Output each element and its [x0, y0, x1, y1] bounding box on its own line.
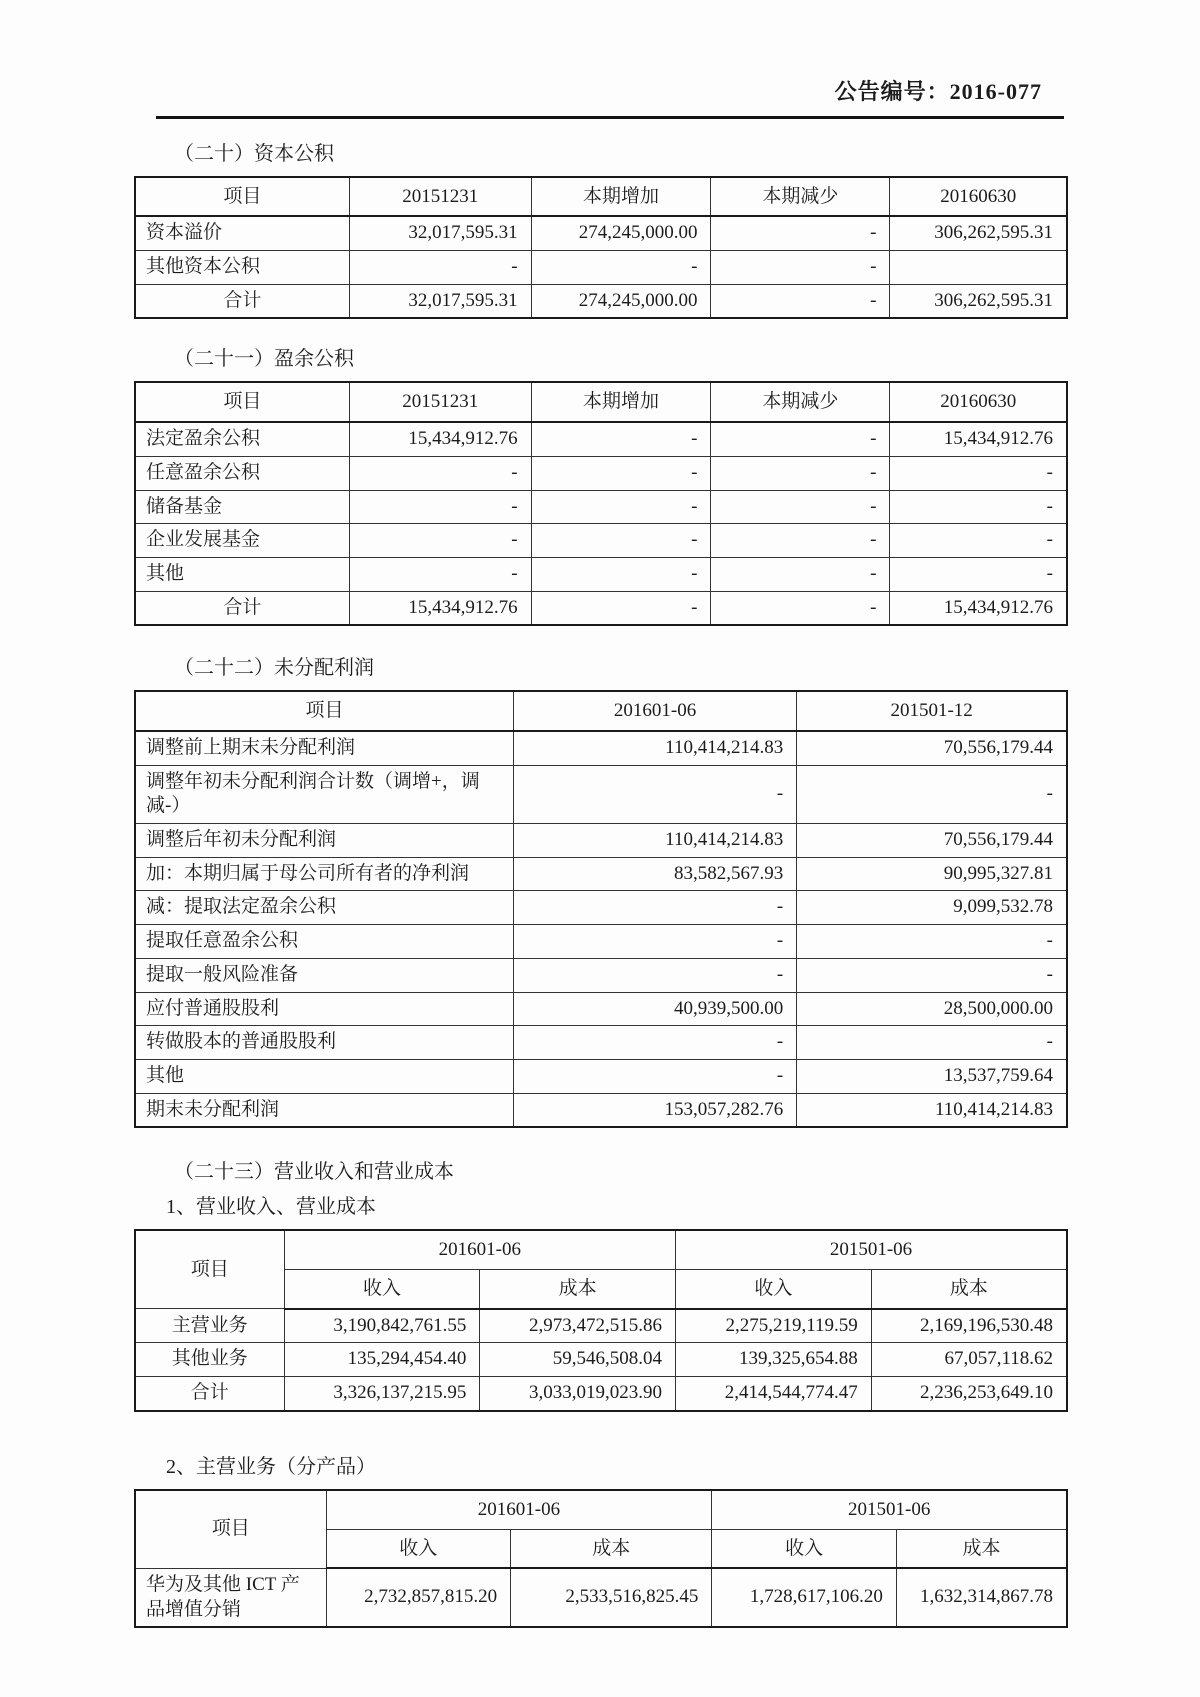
row-label: 提取任意盈余公积: [135, 925, 513, 959]
cell-value: 139,325,654.88: [676, 1343, 872, 1377]
cell-value: -: [890, 456, 1067, 490]
table-row: [135, 1343, 1067, 1377]
section-undistributed-profit: [134, 655, 1068, 1128]
section-capital-reserve: [134, 141, 1068, 320]
cell-value: 1,728,617,106.20: [712, 1568, 897, 1627]
row-label: 储备基金: [135, 490, 349, 524]
cell-value: -: [711, 557, 890, 591]
cell-value: -: [349, 524, 531, 558]
section-title-undistributed-profit: （二十二）未分配利润: [174, 657, 374, 680]
header-row: [135, 177, 1067, 217]
column-header: 项目: [135, 691, 513, 731]
column-header: 20160630: [890, 382, 1067, 422]
cell-value: -: [711, 216, 890, 250]
row-label: 资本溢价: [135, 216, 349, 250]
column-header: 成本: [480, 1270, 676, 1309]
cell-value: 83,582,567.93: [513, 857, 796, 891]
table-row: [135, 456, 1067, 490]
column-header: 收入: [326, 1529, 511, 1568]
section-title-surplus-reserve: （二十一）盈余公积: [174, 348, 354, 371]
row-label: 其他: [135, 1059, 513, 1093]
cell-value: -: [513, 765, 796, 823]
table-row: [135, 216, 1067, 250]
cell-value: 90,995,327.81: [797, 857, 1067, 891]
cell-value: 110,414,214.83: [797, 1093, 1067, 1127]
doc-number: 公告编号：2016-077: [834, 79, 1042, 104]
row-label: 企业发展基金: [135, 524, 349, 558]
cell-value: 3,190,842,761.55: [284, 1309, 480, 1343]
cell-value: -: [890, 490, 1067, 524]
cell-value: -: [531, 490, 711, 524]
cell-value: -: [531, 251, 711, 285]
column-header: 本期增加: [531, 382, 711, 422]
cell-value: -: [513, 891, 796, 925]
section-title-revenue-cost: （二十三）营业收入和营业成本: [174, 1161, 454, 1184]
row-label: 调整年初未分配利润合计数（调增+，调减-）: [135, 765, 513, 823]
row-label: 转做股本的普通股股利: [135, 1026, 513, 1060]
column-header: 20151231: [349, 382, 531, 422]
cell-value: -: [797, 1026, 1067, 1060]
cell-value: 15,434,912.76: [890, 422, 1067, 456]
cell-value: 274,245,000.00: [531, 284, 711, 318]
section-title-capital-reserve: （二十）资本公积: [174, 142, 334, 165]
header-row: [135, 382, 1067, 422]
cell-value: -: [349, 490, 531, 524]
row-label: 合计: [135, 1377, 284, 1411]
cell-value: 2,414,544,774.47: [676, 1377, 872, 1411]
table-row: [135, 1377, 1067, 1411]
column-header: 成本: [896, 1529, 1067, 1568]
table-row: [135, 765, 1067, 823]
cell-value: 32,017,595.31: [349, 284, 531, 318]
cell-value: -: [531, 422, 711, 456]
cell-value: -: [711, 422, 890, 456]
cell-value: 2,732,857,815.20: [326, 1568, 511, 1627]
cell-value: -: [711, 251, 890, 285]
table-row: [135, 1568, 1067, 1627]
column-header: 本期减少: [711, 382, 890, 422]
section-surplus-reserve: [134, 346, 1068, 626]
table-row: [135, 958, 1067, 992]
group-header: 201601-06: [284, 1230, 675, 1269]
cell-value: -: [797, 958, 1067, 992]
row-label: 其他: [135, 557, 349, 591]
capital-reserve-table: [134, 176, 1068, 320]
cell-value: 13,537,759.64: [797, 1059, 1067, 1093]
column-header: 收入: [712, 1529, 897, 1568]
table-row: [135, 1059, 1067, 1093]
column-header: 201601-06: [513, 691, 796, 731]
cell-value: 3,326,137,215.95: [284, 1377, 480, 1411]
cell-value: 28,500,000.00: [797, 992, 1067, 1026]
table-row: [135, 422, 1067, 456]
cell-value: 15,434,912.76: [890, 591, 1067, 625]
table-row: [135, 857, 1067, 891]
header-rule: [156, 116, 1064, 119]
cell-value: -: [711, 591, 890, 625]
column-header: 项目: [135, 177, 349, 217]
column-header: 收入: [676, 1270, 872, 1309]
table-row: [135, 824, 1067, 858]
cell-value: -: [797, 925, 1067, 959]
table-row: [135, 1309, 1067, 1343]
cell-value: 59,546,508.04: [480, 1343, 676, 1377]
cell-value: -: [513, 958, 796, 992]
cell-value: -: [711, 456, 890, 490]
column-header: 201501-12: [797, 691, 1067, 731]
table-row: [135, 925, 1067, 959]
table-row: [135, 490, 1067, 524]
cell-value: [890, 251, 1067, 285]
column-header: 收入: [284, 1270, 480, 1309]
group-header: 项目: [135, 1490, 326, 1569]
cell-value: -: [890, 557, 1067, 591]
table-row: [135, 251, 1067, 285]
group-header-row: [135, 1490, 1067, 1529]
table-row: [135, 524, 1067, 558]
cell-value: -: [349, 456, 531, 490]
table-row: [135, 284, 1067, 318]
table-row: [135, 1093, 1067, 1127]
group-header: 201601-06: [326, 1490, 712, 1529]
cell-value: -: [349, 251, 531, 285]
cell-value: 274,245,000.00: [531, 216, 711, 250]
row-label: 主营业务: [135, 1309, 284, 1343]
cell-value: 2,533,516,825.45: [511, 1568, 712, 1627]
row-label: 应付普通股股利: [135, 992, 513, 1026]
cell-value: -: [890, 524, 1067, 558]
column-header: 20160630: [890, 177, 1067, 217]
row-label: 其他资本公积: [135, 251, 349, 285]
row-label: 减：提取法定盈余公积: [135, 891, 513, 925]
row-label: 任意盈余公积: [135, 456, 349, 490]
header-row: [135, 691, 1067, 731]
cell-value: -: [711, 524, 890, 558]
cell-value: -: [711, 490, 890, 524]
cell-value: 32,017,595.31: [349, 216, 531, 250]
column-header: 本期增加: [531, 177, 711, 217]
section-main-business-by-product: [134, 1454, 1068, 1628]
cell-value: -: [531, 524, 711, 558]
cell-value: -: [531, 557, 711, 591]
cell-value: 306,262,595.31: [890, 216, 1067, 250]
cell-value: 9,099,532.78: [797, 891, 1067, 925]
table-row: [135, 591, 1067, 625]
column-header: 项目: [135, 382, 349, 422]
cell-value: 70,556,179.44: [797, 824, 1067, 858]
column-header: 本期减少: [711, 177, 890, 217]
table-row: [135, 992, 1067, 1026]
cell-value: 110,414,214.83: [513, 731, 796, 765]
row-label: 提取一般风险准备: [135, 958, 513, 992]
cell-value: -: [513, 1026, 796, 1060]
cell-value: -: [531, 591, 711, 625]
column-header: 成本: [511, 1529, 712, 1568]
cell-value: 2,275,219,119.59: [676, 1309, 872, 1343]
subsection-title-revenue-cost: 1、营业收入、营业成本: [166, 1196, 376, 1219]
surplus-reserve-table: [134, 381, 1068, 626]
table-row: [135, 557, 1067, 591]
cell-value: 3,033,019,023.90: [480, 1377, 676, 1411]
main-business-by-product-table: [134, 1489, 1068, 1628]
cell-value: -: [513, 925, 796, 959]
cell-value: 2,973,472,515.86: [480, 1309, 676, 1343]
row-label: 其他业务: [135, 1343, 284, 1377]
cell-value: 40,939,500.00: [513, 992, 796, 1026]
row-label: 加：本期归属于母公司所有者的净利润: [135, 857, 513, 891]
cell-value: 153,057,282.76: [513, 1093, 796, 1127]
row-label: 法定盈余公积: [135, 422, 349, 456]
subsection-title-by-product: 2、主营业务（分产品）: [166, 1455, 376, 1478]
cell-value: 306,262,595.31: [890, 284, 1067, 318]
group-header: 201501-06: [712, 1490, 1067, 1529]
row-label: 华为及其他 ICT 产品增值分销: [135, 1568, 326, 1627]
cell-value: 1,632,314,867.78: [896, 1568, 1067, 1627]
undistributed-profit-table: [134, 690, 1068, 1128]
cell-value: -: [513, 1059, 796, 1093]
group-header-row: [135, 1230, 1067, 1269]
group-header: 201501-06: [676, 1230, 1067, 1269]
section-revenue-cost: [134, 1159, 1068, 1412]
cell-value: -: [531, 456, 711, 490]
column-header: 20151231: [349, 177, 531, 217]
table-row: [135, 1026, 1067, 1060]
row-label: 合计: [135, 591, 349, 625]
row-label: 调整后年初未分配利润: [135, 824, 513, 858]
cell-value: -: [797, 765, 1067, 823]
row-label: 合计: [135, 284, 349, 318]
cell-value: 110,414,214.83: [513, 824, 796, 858]
cell-value: -: [711, 284, 890, 318]
cell-value: 2,169,196,530.48: [871, 1309, 1067, 1343]
cell-value: 135,294,454.40: [284, 1343, 480, 1377]
cell-value: 2,236,253,649.10: [871, 1377, 1067, 1411]
cell-value: 67,057,118.62: [871, 1343, 1067, 1377]
column-header: 成本: [871, 1270, 1067, 1309]
group-header: 项目: [135, 1230, 284, 1309]
cell-value: -: [349, 557, 531, 591]
cell-value: 15,434,912.76: [349, 591, 531, 625]
row-label: 期末未分配利润: [135, 1093, 513, 1127]
cell-value: 15,434,912.76: [349, 422, 531, 456]
table-row: [135, 731, 1067, 765]
cell-value: 70,556,179.44: [797, 731, 1067, 765]
row-label: 调整前上期末未分配利润: [135, 731, 513, 765]
table-row: [135, 891, 1067, 925]
revenue-cost-table: [134, 1229, 1068, 1412]
